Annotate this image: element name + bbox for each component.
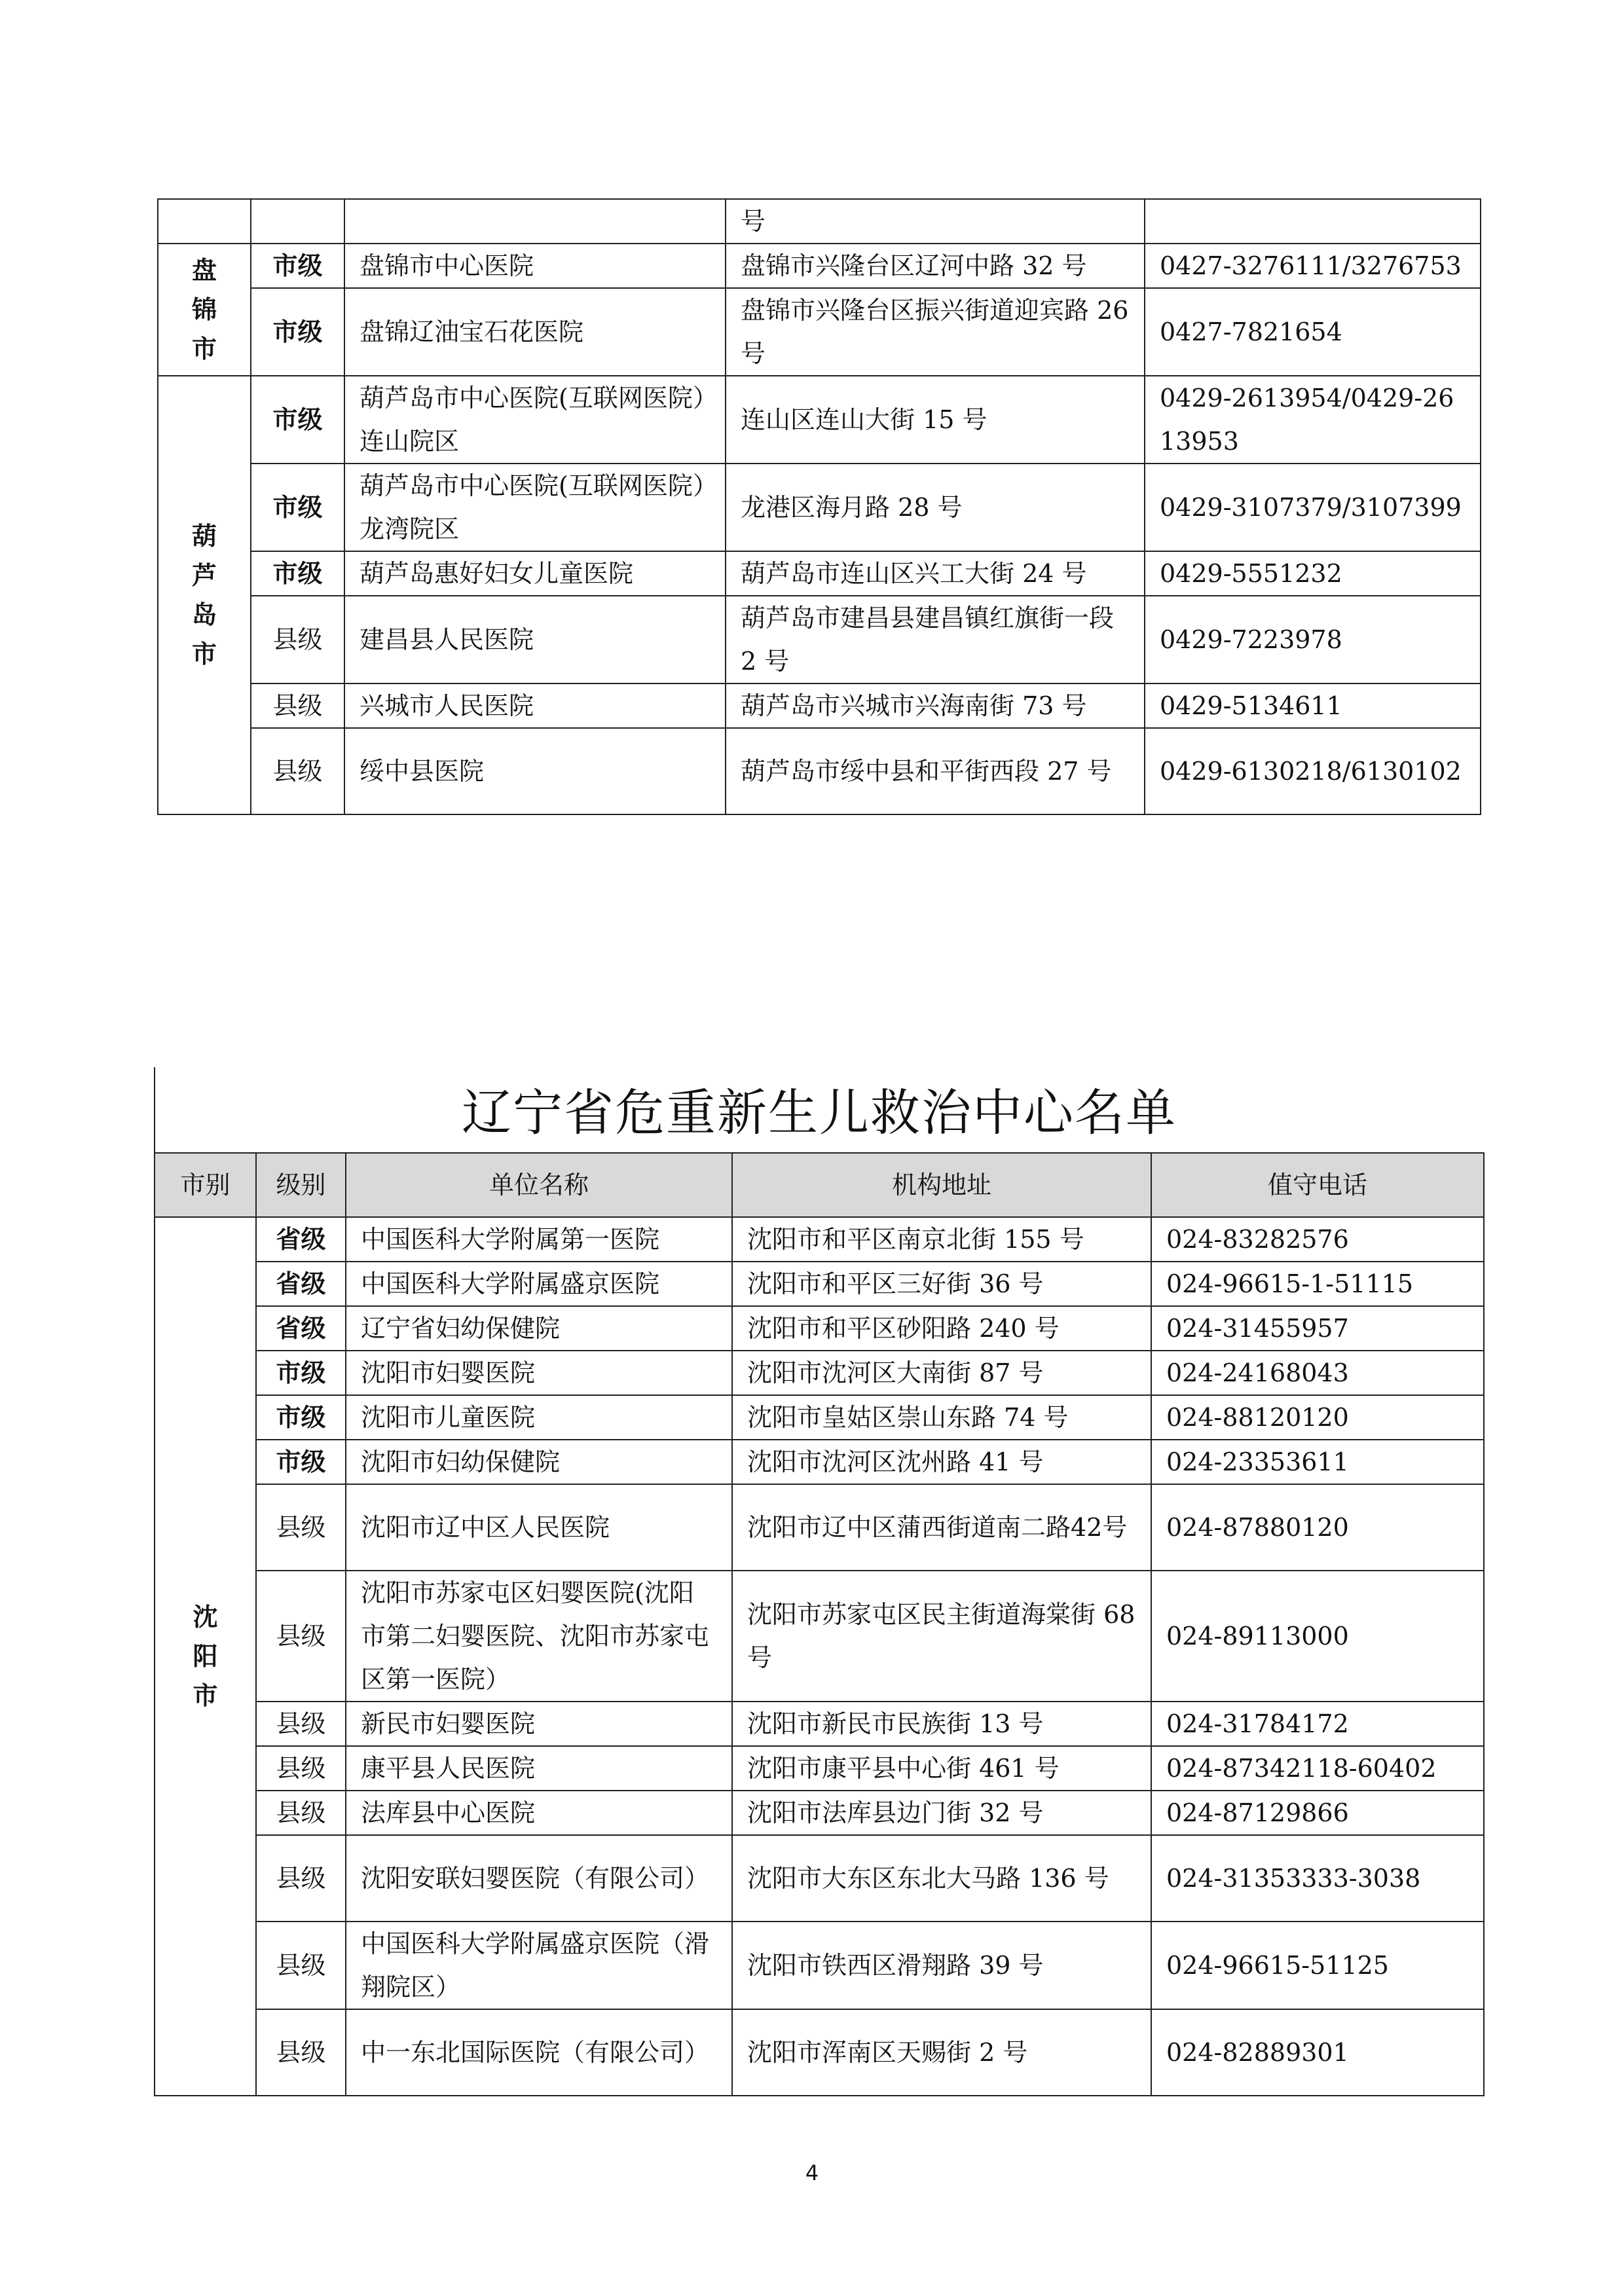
table-header-row	[155, 1153, 1484, 1217]
city-cell	[155, 1217, 256, 2096]
phone-cell: 0429-7223978	[1145, 596, 1481, 683]
name-cell: 沈阳市妇幼保健院	[346, 1440, 732, 1484]
phone-cell	[1145, 199, 1481, 244]
table-row	[158, 376, 1481, 464]
phone-cell: 024-87129866	[1151, 1791, 1484, 1835]
table-row	[158, 199, 1481, 244]
address-cell: 沈阳市辽中区蒲西街道南二路42号	[732, 1484, 1151, 1571]
address-cell: 连山区连山大街 15 号	[726, 376, 1145, 464]
city-name: 盘锦市	[191, 256, 217, 363]
name-cell: 中国医科大学附属盛京医院（滑翔院区）	[346, 1922, 732, 2009]
level-cell: 市级	[256, 1440, 346, 1484]
table-row	[158, 728, 1481, 814]
name-cell: 沈阳市苏家屯区妇婴医院(沈阳市第二妇婴医院、沈阳市苏家屯区第一医院）	[346, 1571, 732, 1702]
level-cell: 县级	[251, 683, 344, 728]
name-cell: 盘锦辽油宝石花医院	[344, 288, 726, 376]
level-cell: 市级	[251, 551, 344, 596]
table-row	[155, 1395, 1484, 1440]
table-row	[158, 464, 1481, 551]
address-cell: 沈阳市沈河区大南街 87 号	[732, 1351, 1151, 1395]
level-cell: 县级	[256, 1922, 346, 2009]
phone-cell: 0429-5551232	[1145, 551, 1481, 596]
address-cell: 沈阳市大东区东北大马路 136 号	[732, 1835, 1151, 1922]
table-row	[155, 1922, 1484, 2009]
level-cell: 省级	[256, 1217, 346, 1262]
page-number: 4	[805, 2160, 819, 2185]
level-cell: 县级	[256, 1746, 346, 1791]
header-city: 市别	[155, 1153, 256, 1217]
phone-cell: 0427-7821654	[1145, 288, 1481, 376]
city-name: 沈阳市	[193, 1603, 218, 1710]
name-cell: 中国医科大学附属盛京医院	[346, 1262, 732, 1306]
phone-cell: 024-96615-1-51115	[1151, 1262, 1484, 1306]
phone-cell: 024-31784172	[1151, 1702, 1484, 1746]
address-cell: 葫芦岛市兴城市兴海南街 73 号	[726, 683, 1145, 728]
level-cell	[251, 199, 344, 244]
name-cell: 中国医科大学附属第一医院	[346, 1217, 732, 1262]
name-cell: 葫芦岛市中心医院(互联网医院）龙湾院区	[344, 464, 726, 551]
address-cell: 沈阳市和平区三好街 36 号	[732, 1262, 1151, 1306]
city-cell	[158, 376, 251, 814]
table-row	[155, 1440, 1484, 1484]
name-cell: 中一东北国际医院（有限公司）	[346, 2009, 732, 2096]
phone-cell: 0429-3107379/3107399	[1145, 464, 1481, 551]
name-cell: 沈阳市辽中区人民医院	[346, 1484, 732, 1571]
table-row	[155, 1262, 1484, 1306]
phone-cell: 024-96615-51125	[1151, 1922, 1484, 2009]
phone-cell: 0427-3276111/3276753	[1145, 244, 1481, 288]
address-cell: 盘锦市兴隆台区辽河中路 32 号	[726, 244, 1145, 288]
table-row	[155, 1351, 1484, 1395]
level-cell: 县级	[256, 1791, 346, 1835]
level-cell: 市级	[251, 244, 344, 288]
phone-cell: 024-87880120	[1151, 1484, 1484, 1571]
address-cell: 沈阳市苏家屯区民主街道海棠街 68 号	[732, 1571, 1151, 1702]
level-cell: 县级	[251, 728, 344, 814]
phone-cell: 024-23353611	[1151, 1440, 1484, 1484]
name-cell: 葫芦岛惠好妇女儿童医院	[344, 551, 726, 596]
name-cell: 兴城市人民医院	[344, 683, 726, 728]
table-row	[155, 1217, 1484, 1262]
table-row	[155, 1702, 1484, 1746]
phone-cell: 0429-5134611	[1145, 683, 1481, 728]
level-cell: 县级	[256, 2009, 346, 2096]
hospital-table-continued	[157, 198, 1481, 815]
level-cell: 县级	[256, 1484, 346, 1571]
name-cell: 法库县中心医院	[346, 1791, 732, 1835]
address-cell: 号	[726, 199, 1145, 244]
address-cell: 沈阳市和平区南京北街 155 号	[732, 1217, 1151, 1262]
address-cell: 沈阳市新民市民族街 13 号	[732, 1702, 1151, 1746]
header-level: 级别	[256, 1153, 346, 1217]
address-cell: 沈阳市沈河区沈州路 41 号	[732, 1440, 1151, 1484]
table-row	[155, 1484, 1484, 1571]
level-cell: 市级	[251, 288, 344, 376]
name-cell: 康平县人民医院	[346, 1746, 732, 1791]
level-cell: 市级	[251, 376, 344, 464]
level-cell: 省级	[256, 1262, 346, 1306]
table-row	[158, 683, 1481, 728]
name-cell: 辽宁省妇幼保健院	[346, 1306, 732, 1351]
phone-cell: 024-82889301	[1151, 2009, 1484, 2096]
name-cell: 建昌县人民医院	[344, 596, 726, 683]
level-cell: 县级	[256, 1835, 346, 1922]
level-cell: 县级	[256, 1702, 346, 1746]
phone-cell: 024-24168043	[1151, 1351, 1484, 1395]
table-row	[155, 1791, 1484, 1835]
address-cell: 葫芦岛市连山区兴工大街 24 号	[726, 551, 1145, 596]
level-cell: 市级	[256, 1395, 346, 1440]
table-row	[155, 2009, 1484, 2096]
phone-cell: 024-83282576	[1151, 1217, 1484, 1262]
table-row	[155, 1306, 1484, 1351]
header-phone: 值守电话	[1151, 1153, 1484, 1217]
name-cell: 盘锦市中心医院	[344, 244, 726, 288]
address-cell: 沈阳市和平区砂阳路 240 号	[732, 1306, 1151, 1351]
level-cell: 省级	[256, 1306, 346, 1351]
phone-cell: 024-88120120	[1151, 1395, 1484, 1440]
address-cell: 沈阳市铁西区滑翔路 39 号	[732, 1922, 1151, 2009]
address-cell: 葫芦岛市建昌县建昌镇红旗街一段 2 号	[726, 596, 1145, 683]
header-name: 单位名称	[346, 1153, 732, 1217]
address-cell: 葫芦岛市绥中县和平街西段 27 号	[726, 728, 1145, 814]
phone-cell: 024-31455957	[1151, 1306, 1484, 1351]
table-row	[155, 1835, 1484, 1922]
address-cell: 沈阳市法库县边门街 32 号	[732, 1791, 1151, 1835]
name-cell: 绥中县医院	[344, 728, 726, 814]
name-cell	[344, 199, 726, 244]
address-cell: 龙港区海月路 28 号	[726, 464, 1145, 551]
city-name: 葫芦岛市	[191, 522, 217, 668]
table-row	[158, 596, 1481, 683]
name-cell: 沈阳市儿童医院	[346, 1395, 732, 1440]
phone-cell: 024-87342118-60402	[1151, 1746, 1484, 1791]
phone-cell: 0429-6130218/6130102	[1145, 728, 1481, 814]
table-row	[155, 1746, 1484, 1791]
table-row	[158, 244, 1481, 288]
address-cell: 沈阳市皇姑区崇山东路 74 号	[732, 1395, 1151, 1440]
phone-cell: 024-89113000	[1151, 1571, 1484, 1702]
page-title: 辽宁省危重新生儿救治中心名单	[462, 1084, 1177, 1142]
header-address: 机构地址	[732, 1153, 1151, 1217]
address-cell: 沈阳市康平县中心街 461 号	[732, 1746, 1151, 1791]
table-row	[158, 551, 1481, 596]
level-cell: 市级	[256, 1351, 346, 1395]
level-cell: 县级	[256, 1571, 346, 1702]
address-cell: 沈阳市浑南区天赐街 2 号	[732, 2009, 1151, 2096]
title-box	[154, 1067, 1483, 1152]
level-cell: 县级	[251, 596, 344, 683]
name-cell: 沈阳市妇婴医院	[346, 1351, 732, 1395]
table-row	[158, 288, 1481, 376]
phone-cell: 024-31353333-3038	[1151, 1835, 1484, 1922]
name-cell: 葫芦岛市中心医院(互联网医院）连山院区	[344, 376, 726, 464]
hospital-table	[154, 1152, 1485, 2096]
address-cell: 盘锦市兴隆台区振兴街道迎宾路 26 号	[726, 288, 1145, 376]
city-cell	[158, 199, 251, 244]
phone-cell: 0429-2613954/0429-2613953	[1145, 376, 1481, 464]
name-cell: 新民市妇婴医院	[346, 1702, 732, 1746]
city-cell	[158, 244, 251, 376]
level-cell: 市级	[251, 464, 344, 551]
table-row	[155, 1571, 1484, 1702]
name-cell: 沈阳安联妇婴医院（有限公司）	[346, 1835, 732, 1922]
